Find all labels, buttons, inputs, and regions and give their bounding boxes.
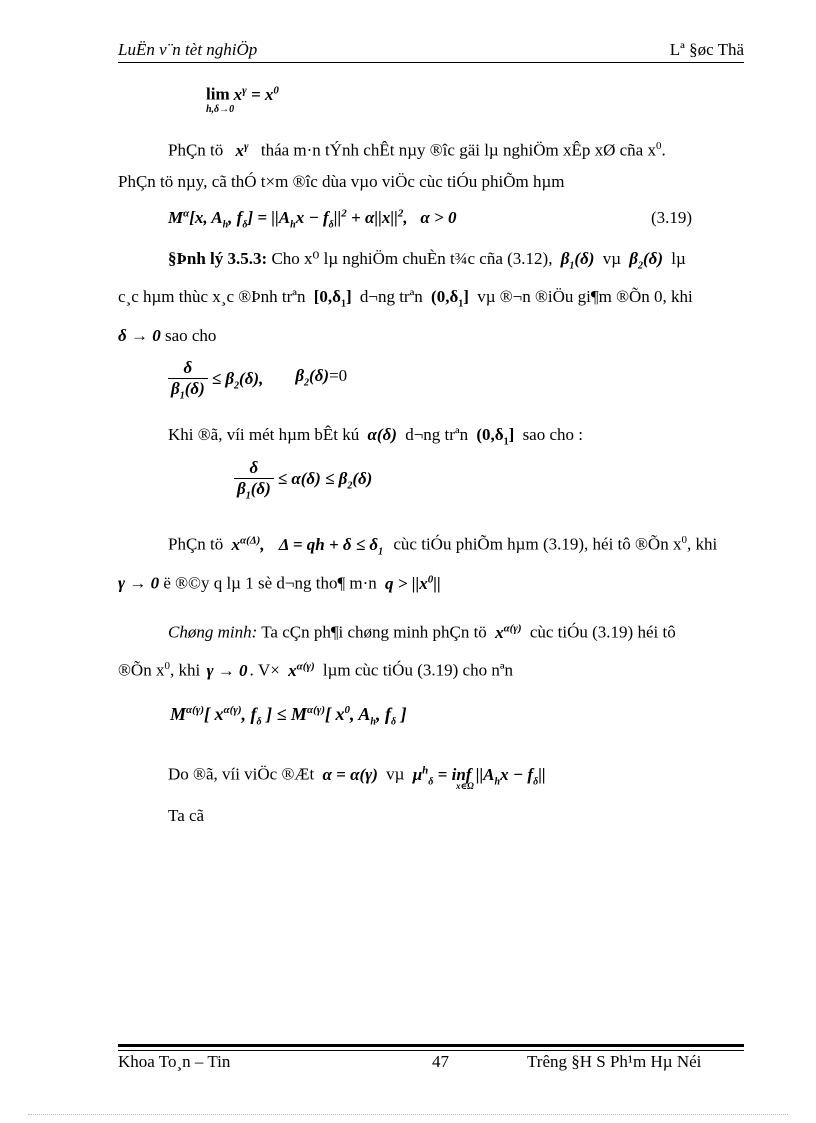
header-rule xyxy=(118,62,744,63)
text: , khi xyxy=(169,660,201,680)
theorem-line-1: §Þnh lý 3.5.3: Cho x⁰ lµ nghiÖm chuÈn t¾c cña (3.12), $\beta_1(\delta)$ vµ $\beta_2(\delta)$ lµ xyxy=(168,249,686,272)
text: vµ xyxy=(602,249,621,268)
equation-limit: $\lim x^\gamma = x^0$ h,δ→0 xyxy=(206,84,279,115)
paragraph-khi: Khi ®ã, víi mét hµm bÊt kú α(δ) d¬ng trªn $(0,\delta_1]$ sao cho : xyxy=(168,425,583,448)
text: tháa m·n tÝnh chÊt nµy ®îc gäi lµ nghiÖm xÊp xØ cña x xyxy=(260,140,656,160)
paragraph-phan-tu-2: γ → 0 ë ®©y q lµ 1 sè d¬ng tho¶ m·n $q > ||x^0||$ xyxy=(118,573,441,593)
proof-label: Chøng minh: xyxy=(168,622,258,642)
page-bottom-dotted-line xyxy=(28,1114,788,1115)
theorem-label: §Þnh lý 3.5.3: xyxy=(168,249,268,268)
equation-condition-2: $\frac{\delta}{\beta_1(\delta)}$ ≤ $\alpha(\delta) \le \beta_2(\delta)$ xyxy=(234,458,372,501)
text: ®Õn x xyxy=(118,660,165,680)
text: vµ xyxy=(386,764,405,784)
theorem-line-3: δ → 0 sao cho xyxy=(118,326,217,345)
text: d¬ng trªn xyxy=(405,425,469,444)
text: lµ xyxy=(671,249,686,268)
footer-department: Khoa To¸n – Tin xyxy=(118,1052,231,1071)
text: sao cho xyxy=(164,326,217,345)
proof-line-2: ®Õn $x^0$, khi γ → 0 . $V\times x^{\alpha(\gamma)}$ lµm cùc tiÓu (3.19) cho nªn xyxy=(118,660,514,680)
text: Cho x⁰ lµ nghiÖm chuÈn t¾c cña (3.12), xyxy=(271,249,553,268)
paragraph-intro-line-1: PhÇn tö $x^\gamma$ tháa m·n tÝnh chÊt nµy ®îc gäi lµ nghiÖm xÊp xØ cña $x^0$. xyxy=(168,140,666,160)
text: , khi xyxy=(686,534,718,554)
text: c¸c hµm thùc x¸c ®Þnh trªn xyxy=(118,287,306,306)
text: cùc tiÓu (3.19) héi tô xyxy=(529,622,676,642)
text: ë ®©y q lµ 1 sè d¬ng tho¶ m·n xyxy=(163,573,377,593)
text: d¬ng trªn xyxy=(359,287,423,306)
text: Do ®ã, víi viÖc ®Æt xyxy=(168,764,315,784)
inf-subscript: x∈Ω xyxy=(456,781,474,791)
text: vµ ®¬n ®iÖu gi¶m ®Õn 0, khi xyxy=(477,287,693,306)
paragraph-ta-co: Ta cã xyxy=(168,806,205,825)
running-header-author: Lª §øc Thä xyxy=(669,40,744,59)
running-header-title: LuËn v¨n tèt nghiÖp xyxy=(118,40,258,59)
text: sao cho : xyxy=(522,425,583,444)
footer-university: Trêng §H S Ph¹m Hµ Néi xyxy=(527,1052,702,1071)
text: PhÇn tö xyxy=(168,534,224,554)
equation-3-19: $M^\alpha[x$, $A_h$, $f_\delta] = ||A_hx - f_\delta||^2 + \alpha||x||^2$, α > 0 xyxy=(168,207,457,231)
paragraph-do-do: Do ®ã, víi viÖc ®Æt α = α(γ) vµ $\mu^h_\delta$ = inf $||A_hx - f_\delta||$ xyxy=(168,764,546,788)
equation-condition-1: $\frac{\delta}{\beta_1(\delta)}$ ≤ $\beta_2(\delta)$, $\beta_2(\delta)=0$ xyxy=(168,358,347,401)
footer-rule-thick xyxy=(118,1044,744,1047)
equation-number: (3.19) xyxy=(651,208,693,227)
page-number: 47 xyxy=(432,1052,449,1071)
proof-line-1: Chøng minh: Ta cÇn ph¶i chøng minh phÇn tö $x^{\alpha(\gamma)}$ cùc tiÓu (3.19) héi tô xyxy=(168,622,676,642)
paragraph-phan-tu: PhÇn tö $x^{\alpha(\Delta)}$, Δ = qh + $\delta \le \delta_1$ cùc tiÓu phiÕm hµm (3.19), héi tô ®Õn $x^0$, khi xyxy=(168,534,718,558)
text: lµm cùc tiÓu (3.19) cho nªn xyxy=(322,660,514,680)
equation-inequality: $M^{\alpha(\gamma)}$[ $x^{\alpha(\gamma)}$, $f_\delta$ ] ≤ $M^{\alpha(\gamma)}$[ $x^0$, $A_h$, $f_\delta$ ] xyxy=(170,704,407,728)
footer-rule-thin xyxy=(118,1050,744,1051)
paragraph-intro-line-2: PhÇn tö nµy, cã thÓ t×m ®îc dùa vµo viÖc cùc tiÓu phiÕm hµm xyxy=(118,172,565,191)
theorem-line-2: c¸c hµm thùc x¸c ®Þnh trªn $[0,\delta_1]$ d¬ng trªn $(0,\delta_1]$ vµ ®¬n ®iÖu gi¶m ®Õn 0, khi xyxy=(118,287,693,310)
text: cùc tiÓu phiÕm hµm (3.19), héi tô ®Õn x xyxy=(393,534,682,554)
text: PhÇn tö xyxy=(168,140,224,160)
text: Khi ®ã, víi mét hµm bÊt kú xyxy=(168,425,360,444)
text: . V× xyxy=(249,660,280,680)
text: Ta cÇn ph¶i chøng minh phÇn tö xyxy=(261,622,487,642)
